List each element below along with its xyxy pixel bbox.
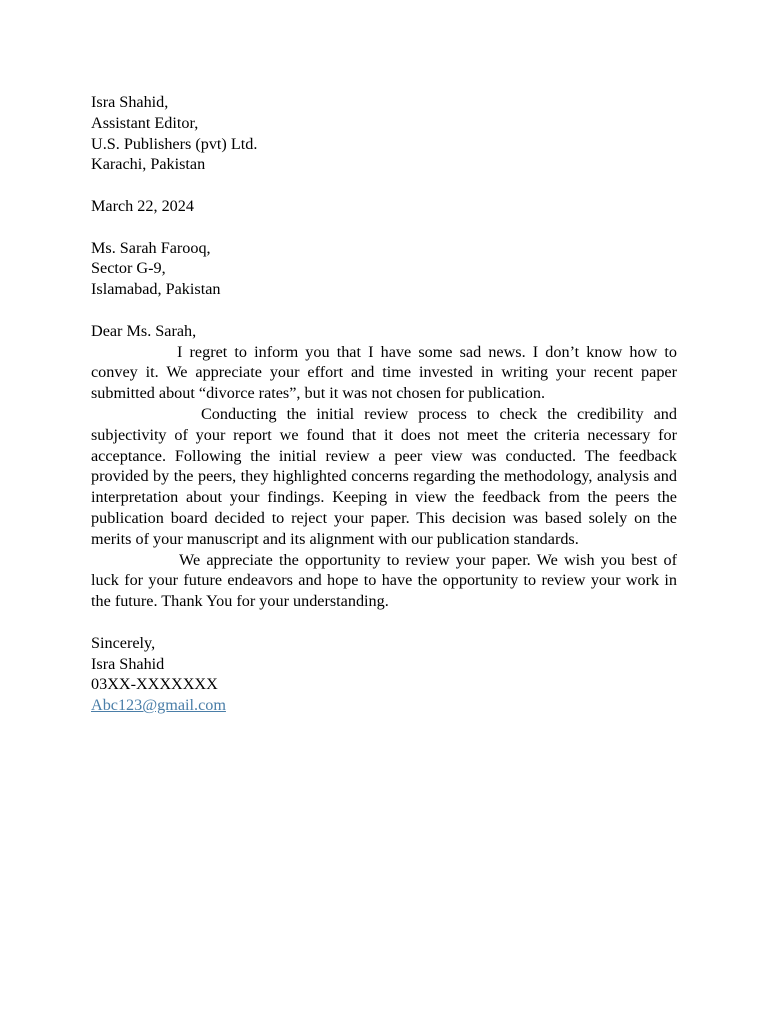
signer-phone: 03XX-XXXXXXX	[91, 675, 218, 694]
recipient-address	[91, 238, 677, 300]
letter-date-block	[91, 196, 677, 217]
sender-title: Assistant Editor,	[91, 113, 199, 132]
body-paragraph-3: We appreciate the opportunity to review your paper. We wish you best of luck for your future endeavors and hope to have the opportunity to review your work in the future. Thank You for your understanding.	[91, 550, 677, 611]
spacer	[91, 612, 677, 633]
letter-date: March 22, 2024	[91, 196, 194, 215]
email-link[interactable]: Abc123@gmail.com	[91, 696, 226, 715]
signature-block	[91, 633, 677, 716]
spacer	[91, 175, 677, 196]
spacer	[91, 300, 677, 321]
sender-company: U.S. Publishers (pvt) Ltd.	[91, 134, 258, 153]
recipient-sector: Sector G-9,	[91, 259, 166, 278]
recipient-name: Ms. Sarah Farooq,	[91, 238, 211, 257]
spacer	[91, 217, 677, 238]
recipient-location: Islamabad, Pakistan	[91, 280, 221, 299]
valediction: Sincerely,	[91, 633, 156, 652]
letter-body	[91, 321, 677, 612]
signer-name: Isra Shahid	[91, 654, 165, 673]
sender-address	[91, 92, 677, 175]
body-paragraph-1: I regret to inform you that I have some sad news. I don’t know how to convey it. We appreciate your effort and time invested in writing your recent paper submitted about “divorce rates”, but it was not chosen for publication.	[91, 342, 677, 403]
sender-location: Karachi, Pakistan	[91, 155, 206, 174]
letter-page	[91, 92, 677, 716]
salutation: Dear Ms. Sarah,	[91, 321, 197, 340]
sender-name: Isra Shahid,	[91, 93, 169, 111]
body-paragraph-2: Conducting the initial review process to check the credibility and subjectivity of your report we found that it does not meet the criteria necessary for acceptance. Following the initial review a peer view was conducted. The feedback provided by the peers, they highlighted concerns regarding the methodology, analysis and interpretation about your findings. Keeping in view the feedback from the peers the publication board decided to reject your paper. This decision was based solely on the merits of your manuscript and its alignment with our publication standards.	[91, 404, 677, 548]
